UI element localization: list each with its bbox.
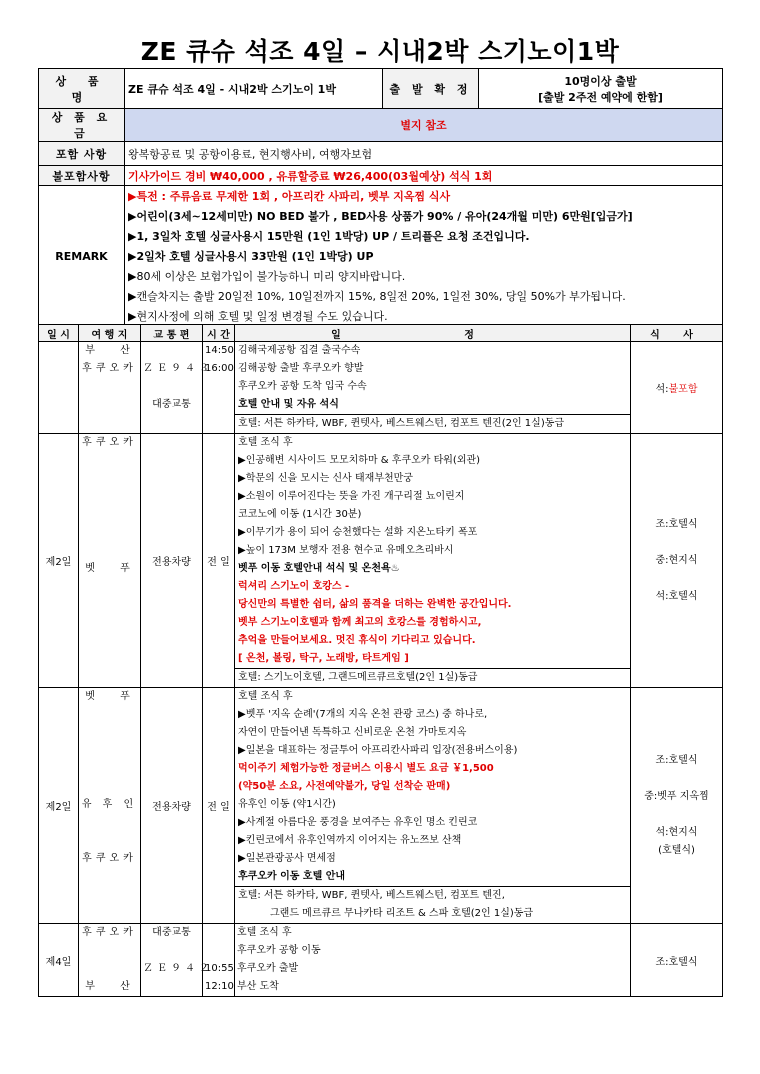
itinerary-line: ▶일본관광공사 면세점 [238,853,336,864]
meal-label: 석: [655,384,669,395]
remark-item: ▶어린이(3세~12세미만) NO BED 불가 , BED사용 상품가 90% / 유아(24개월 미만) 6만원[입금가] [128,209,633,223]
day-row [39,434,723,688]
price-value: 별지 참조 [125,109,723,142]
itinerary-line: 코코노에 이동 (1시간 30분) [238,509,362,520]
price-label: 상 품 요 금 [39,109,125,142]
remark-item: ▶80세 이상은 보험가입이 불가능하니 미리 양지바랍니다. [128,269,406,283]
itinerary-line: 후쿠오카 이동 호텔 안내 [238,871,346,882]
itinerary-line: 유후인 이동 (약1시간) [238,799,336,810]
day-label: 제2일 [39,688,79,924]
itinerary-line: 호텔 조식 후 [238,691,293,702]
place-cell [79,924,141,997]
header-place: 여 행 지 [79,325,141,342]
itinerary-line: ▶사계절 아름다운 풍경을 보여주는 유후인 명소 킨린코 [238,817,478,828]
itinerary-line: 자연이 만들어낸 독특하고 신비로운 온천 가마토지옥 [238,727,467,738]
itinerary-line: 호텔 안내 및 자유 석식 [238,399,339,410]
hotel-info: 호텔: 스기노이호텔, 그랜드메르큐르호텔(2인 1실)동급 [235,668,630,687]
itinerary-line: 김해국제공항 집결 출국수속 [238,345,361,356]
itinerary-cell [235,924,631,997]
remark-label: REMARK [39,186,125,328]
header-itinerary: 일 정 [235,325,631,342]
itinerary-line: [ 온천, 볼링, 탁구, 노래방, 타트게임 ] [238,653,409,664]
meal-value: 불포함 [668,384,698,395]
excluded-value: 기사가이드 경비 ₩40,000 , 유류할증료 ₩26,400(03월예상) 석식 1회 [125,166,723,186]
itinerary-line: 호텔 조식 후 [237,927,292,938]
itinerary-cell [235,688,631,924]
itinerary-line: 벳푸 이동 호텔안내 석식 및 온천욕♨ [238,563,400,574]
day-label: 제4일 [39,924,79,997]
itinerary-cell [235,342,631,434]
time: 14:50 [205,345,234,356]
itinerary-line: 후쿠오카 공항 도착 입국 수속 [238,381,367,392]
hotel-line: 그랜드 메르큐르 무나카타 리조트 & 스파 호텔(2인 1실)동급 [270,908,534,919]
day-row [39,924,723,997]
remark-item: ▶현지사정에 의해 호텔 및 일정 변경될 수도 있습니다. [128,309,388,323]
hotel-info: 호텔: 서튼 하카타, WBF, 퀸텟사, 베스트웨스턴, 컴포트 텐진(2인 1실)동급 [235,414,630,433]
itinerary-line: ▶일본을 대표하는 정글투어 아프리칸사파리 입장(전용버스이용) [238,745,518,756]
hotel-info [235,886,630,923]
meal-item: 석:호텔식 [655,590,698,602]
header-meal: 식 사 [631,325,723,342]
meal-item: 석:현지식 [655,826,698,838]
itinerary-line: 후쿠오카 공항 이동 [237,945,321,956]
place: 후쿠오카 [82,437,137,448]
meal-cell [631,342,723,434]
meal-item: 중:벳푸 지옥찜 [644,790,709,802]
product-info-table [38,68,723,328]
itinerary-line: ▶이무기가 용이 되어 승천했다는 설화 지온노타키 폭포 [238,527,478,538]
header-time: 시 간 [203,325,235,342]
flight-number: ＺＥ９４３ [143,363,213,374]
departure-condition [479,69,723,109]
hotel-line: 호텔: 서튼 하카타, WBF, 퀸텟사, 베스트웨스턴, 컴포트 텐진, [238,890,505,901]
place: 후쿠오카 [82,927,137,938]
meal-item: 조:호텔식 [655,754,698,766]
place-cell [79,688,141,924]
day-row [39,342,723,434]
place: 후쿠오카 [82,363,137,374]
place: 부 산 [85,981,134,992]
itinerary-line: 김해공항 출발 후쿠오카 향발 [238,363,364,374]
transport-cell [141,924,213,997]
place-cell [79,434,141,688]
product-name-label: 상 품 명 [39,69,125,109]
header-transport: 교 통 편 [141,325,203,342]
itinerary-line: 벳부 스기노이호텔과 함께 최고의 호캉스를 경험하시고, [238,617,482,628]
remark-item: ▶1, 3일차 호텔 싱글사용시 15만원 (1인 1박당) UP / 트리플은 요청 조건입니다. [128,229,530,243]
departure-label: 출 발 확 정 [383,69,479,109]
itinerary-line: 후쿠오카 출발 [237,963,299,974]
time-cell [203,924,235,997]
meal-cell: 조:호텔식 [631,924,723,997]
transport-cell: 전용차량 [141,434,203,688]
itinerary-line: ▶벳푸 '지옥 순례'(7개의 지옥 온천 관광 코스) 중 하나로, [238,709,488,720]
itinerary-cell [235,434,631,688]
excluded-label: 불포함사항 [39,166,125,186]
time: 10:55 [205,963,234,974]
time: 12:10 [205,981,234,992]
departure-line-2: [출발 2주전 예약에 한함] [538,90,663,104]
page-title: ZE 큐슈 석조 4일 – 시내2박 스기노이1박 [140,37,620,66]
transport: 대중교통 [152,399,191,410]
day-label [39,342,79,434]
remark-item: ▶특전 : 주류음료 무제한 1회 , 아프리칸 사파리, 벳부 지옥찜 식사 [128,189,451,203]
header-date: 일 시 [39,325,79,342]
itinerary-line: 호텔 조식 후 [238,437,293,448]
time: 16:00 [205,363,234,374]
place-cell [79,342,141,434]
remark-list [125,186,723,328]
itinerary-line: (약50분 소요, 사전예약불가, 당일 선착순 판매) [238,781,451,792]
time-cell [203,342,235,434]
time-cell: 전 일 [203,434,235,688]
place: 후쿠오카 [82,853,137,864]
itinerary-line: 럭셔리 스기노이 호캉스 - [238,581,350,592]
itinerary-line: ▶학문의 신을 모시는 신사 태재부천만궁 [238,473,413,484]
meal-item: 조:호텔식 [655,518,698,530]
itinerary-line: 추억을 만들어보세요. 멋진 휴식이 기다리고 있습니다. [238,635,476,646]
meal-item: (호텔식) [658,844,695,856]
included-label: 포함 사항 [39,142,125,166]
transport-cell: 전용차량 [141,688,203,924]
meal-cell [631,434,723,688]
place: 벳 푸 [85,563,134,574]
itinerary-line: 당신만의 특별한 쉼터, 삶의 품격을 더하는 완벽한 공간입니다. [238,599,512,610]
day-label: 제2일 [39,434,79,688]
itinerary-line: ▶킨린코에서 유후인역까지 이어지는 유노쯔보 산책 [238,835,462,846]
itinerary-line: ▶높이 173M 보행자 전용 현수교 유메오츠리바시 [238,545,454,556]
product-name: ZE 큐슈 석조 4일 - 시내2박 스기노이 1박 [125,69,383,109]
itinerary-line: 먹이주기 체험가능한 정글버스 이용시 별도 요금 ￥1,500 [238,763,494,774]
itinerary-table [38,324,723,997]
place: 벳 푸 [85,691,134,702]
transport-cell [141,342,213,434]
flight-number: ＺＥ９４２ [143,963,213,974]
meal-item: 중:현지식 [655,554,698,566]
meal-cell [631,688,723,924]
time-cell: 전 일 [203,688,235,924]
remark-item: ▶캔슬차지는 출발 20일전 10%, 10일전까지 15%, 8일전 20%, 1일전 30%, 당일 50%가 부가됩니다. [128,289,626,303]
included-value: 왕복항공료 및 공항이용료, 현지행사비, 여행자보험 [125,142,723,166]
itinerary-line: ▶인공해변 시사이드 모모치하마 & 후쿠오카 타워(외관) [238,455,481,466]
departure-line-1: 10명이상 출발 [564,74,637,88]
remark-item: ▶2일차 호텔 싱글사용시 33만원 (1인 1박당) UP [128,249,374,263]
day-row [39,688,723,924]
itinerary-line: 부산 도착 [237,981,279,992]
place: 부 산 [85,345,134,356]
transport: 대중교통 [152,927,191,938]
itinerary-line: ▶소원이 이루어진다는 뜻을 가진 개구리절 뇨이린지 [238,491,465,502]
place: 유 후 인 [81,799,138,810]
